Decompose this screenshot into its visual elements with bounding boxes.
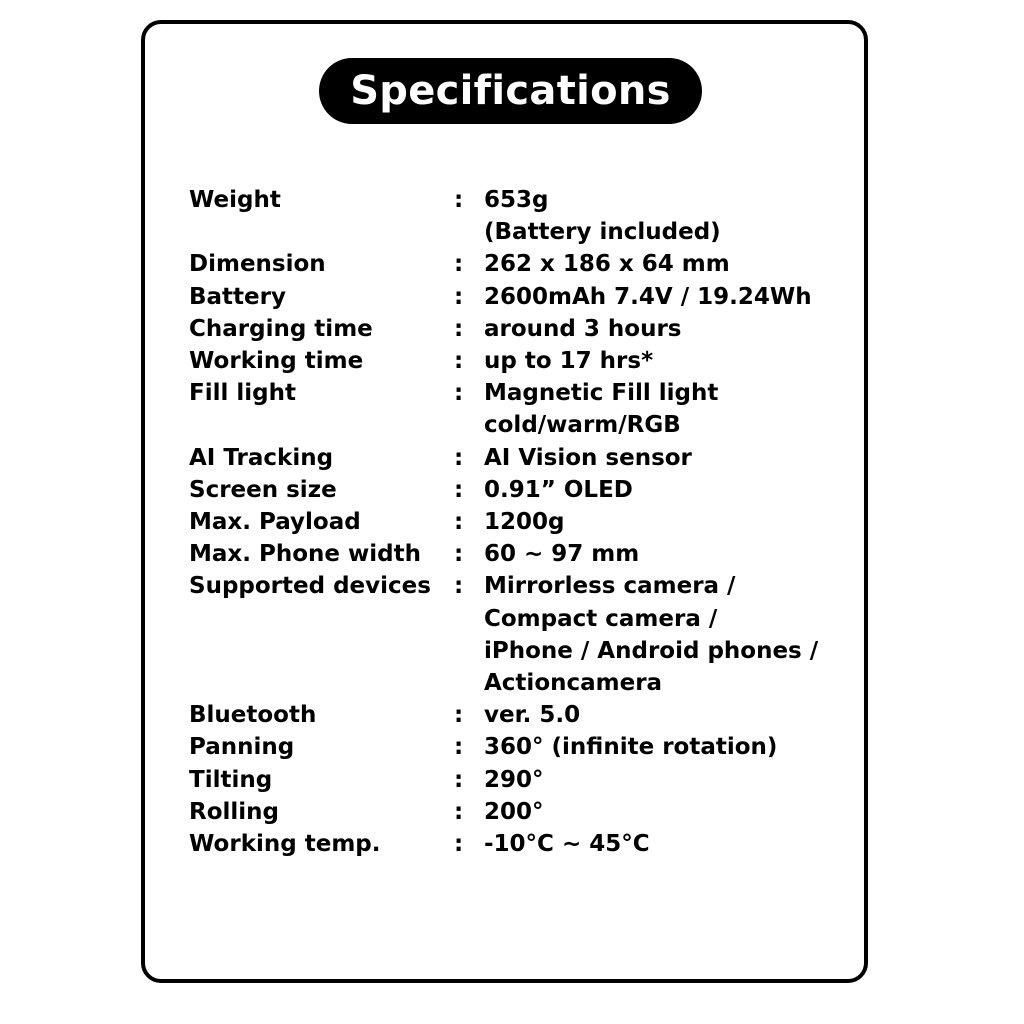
spec-label: Battery (189, 283, 286, 310)
spec-value-line: around 3 hours (484, 315, 682, 342)
spec-value (484, 699, 849, 731)
spec-label: Working time (189, 348, 364, 375)
spec-value (484, 313, 849, 345)
spec-label: AI Tracking (189, 444, 334, 471)
spec-label: Max. Payload (189, 509, 361, 536)
spec-separator: : (454, 348, 464, 375)
spec-value (484, 345, 849, 377)
spec-value-line: 2600mAh 7.4V / 19.24Wh (484, 283, 812, 310)
spec-row (189, 538, 849, 570)
spec-value (484, 377, 849, 441)
spec-value (484, 474, 849, 506)
spec-value-line: 262 x 186 x 64 mm (484, 251, 730, 278)
spec-value-line: Magnetic Fill light (484, 380, 719, 407)
spec-value-line: 200° (484, 798, 544, 825)
spec-value-line: 360° (infinite rotation) (484, 734, 778, 761)
spec-value (484, 764, 849, 796)
spec-value (484, 796, 849, 828)
spec-value (484, 184, 849, 248)
spec-label: Tilting (189, 766, 273, 793)
spec-row (189, 764, 849, 796)
spec-label: Bluetooth (189, 702, 317, 729)
spec-row (189, 184, 849, 248)
spec-value-line: 653g (484, 187, 549, 213)
spec-separator: : (454, 380, 464, 407)
spec-separator: : (454, 541, 464, 568)
spec-value-line: ver. 5.0 (484, 702, 581, 729)
spec-row (189, 474, 849, 506)
spec-value-line: 60 ~ 97 mm (484, 541, 640, 568)
spec-value-line: AI Vision sensor (484, 444, 692, 471)
spec-label: Charging time (189, 315, 373, 342)
spec-row (189, 731, 849, 763)
spec-row (189, 281, 849, 313)
spec-value-line: 0.91” OLED (484, 476, 633, 503)
spec-label: Working temp. (189, 831, 381, 858)
spec-list (189, 184, 849, 860)
spec-value-line: (Battery included) (484, 219, 721, 246)
spec-separator: : (454, 476, 464, 503)
spec-label: Panning (189, 734, 295, 761)
spec-value-line: -10°C ~ 45°C (484, 831, 650, 858)
spec-separator: : (454, 444, 464, 471)
spec-label: Max. Phone width (189, 541, 421, 568)
spec-separator: : (454, 509, 464, 536)
specifications-card (141, 20, 868, 983)
spec-separator: : (454, 798, 464, 825)
spec-label: Rolling (189, 798, 280, 825)
spec-separator: : (454, 573, 464, 600)
spec-row (189, 699, 849, 731)
spec-separator: : (454, 187, 464, 213)
spec-value-line: iPhone / Android phones / (484, 637, 819, 664)
spec-row (189, 570, 849, 699)
spec-row (189, 377, 849, 441)
page-title: Specifications (319, 58, 702, 124)
spec-row (189, 248, 849, 280)
spec-value (484, 731, 849, 763)
spec-value-line: cold/warm/RGB (484, 412, 681, 439)
spec-row (189, 313, 849, 345)
spec-value-line: Compact camera / (484, 605, 718, 632)
spec-separator: : (454, 283, 464, 310)
spec-value (484, 281, 849, 313)
spec-value (484, 570, 849, 699)
spec-separator: : (454, 315, 464, 342)
spec-row (189, 796, 849, 828)
spec-separator: : (454, 734, 464, 761)
spec-label: Supported devices (189, 573, 431, 600)
spec-row (189, 506, 849, 538)
spec-row (189, 828, 849, 860)
spec-value (484, 538, 849, 570)
spec-separator: : (454, 831, 464, 858)
spec-value-line: Mirrorless camera / (484, 573, 736, 600)
spec-separator: : (454, 251, 464, 278)
spec-value-line: Actioncamera (484, 670, 663, 697)
spec-value (484, 248, 849, 280)
spec-label: Weight (189, 187, 281, 213)
spec-row (189, 442, 849, 474)
spec-value (484, 506, 849, 538)
spec-value-line: 1200g (484, 509, 565, 536)
spec-value-line: 290° (484, 766, 544, 793)
spec-value-line: up to 17 hrs* (484, 348, 654, 375)
spec-value (484, 828, 849, 860)
spec-separator: : (454, 766, 464, 793)
spec-row (189, 345, 849, 377)
spec-separator: : (454, 702, 464, 729)
spec-value (484, 442, 849, 474)
spec-label: Screen size (189, 476, 337, 503)
spec-label: Fill light (189, 380, 296, 407)
spec-label: Dimension (189, 251, 326, 278)
